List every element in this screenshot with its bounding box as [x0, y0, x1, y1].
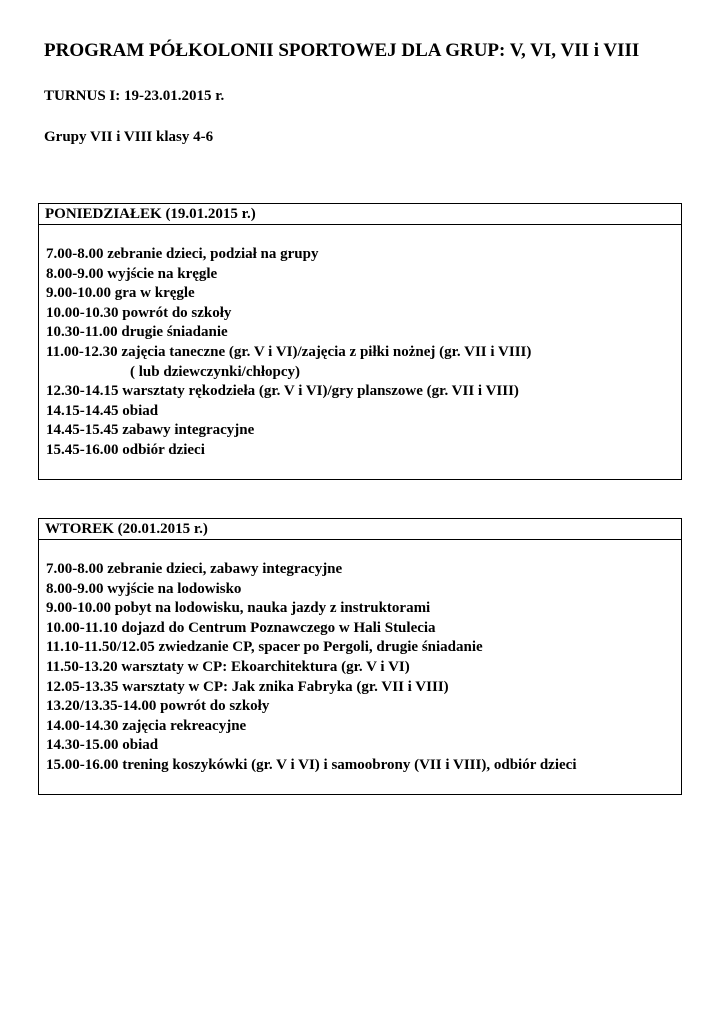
- schedule-item: 14.45-15.45 zabawy integracyjne: [46, 422, 255, 439]
- schedule-item: 11.10-11.50/12.05 zwiedzanie CP, spacer po Pergoli, drugie śniadanie: [46, 639, 483, 656]
- schedule-item: 10.00-11.10 dojazd do Centrum Poznawczego w Hali Stulecia: [46, 619, 436, 636]
- schedule-item: 12.30-14.15 warsztaty rękodzieła (gr. V i VI)/gry planszowe (gr. VII i VIII): [46, 383, 519, 400]
- schedule-item: 12.05-13.35 warsztaty w CP: Jak znika Fabryka (gr. VII i VIII): [46, 678, 449, 695]
- tuesday-schedule-box: [38, 518, 682, 795]
- tuesday-header: WTOREK (20.01.2015 r.): [39, 519, 681, 540]
- page-title: PROGRAM PÓŁKOLONII SPORTOWEJ DLA GRUP: V, VI, VII i VIII: [44, 40, 640, 61]
- schedule-item-note: ( lub dziewczynki/chłopcy): [130, 363, 301, 380]
- schedule-item: 8.00-9.00 wyjście na kręgle: [46, 265, 218, 282]
- schedule-item: 7.00-8.00 zebranie dzieci, zabawy integracyjne: [46, 561, 343, 577]
- groups-line: Grupy VII i VIII klasy 4-6: [44, 129, 214, 145]
- schedule-item: 15.45-16.00 odbiór dzieci: [46, 441, 205, 458]
- schedule-item: 10.00-10.30 powrót do szkoły: [46, 304, 232, 321]
- turnus-line: TURNUS I: 19-23.01.2015 r.: [44, 88, 225, 104]
- tuesday-schedule-list: [39, 540, 681, 776]
- schedule-item: 15.00-16.00 trening koszykówki (gr. V i VI) i samoobrony (VII i VIII), odbiór dzieci: [46, 756, 577, 773]
- schedule-item: 14.00-14.30 zajęcia rekreacyjne: [46, 717, 247, 734]
- monday-header: PONIEDZIAŁEK (19.01.2015 r.): [39, 204, 681, 225]
- schedule-item: 9.00-10.00 gra w kręgle: [46, 285, 195, 302]
- schedule-item: 14.15-14.45 obiad: [46, 402, 159, 419]
- schedule-item: 11.50-13.20 warsztaty w CP: Ekoarchitektura (gr. V i VI): [46, 658, 410, 675]
- schedule-item: 13.20/13.35-14.00 powrót do szkoły: [46, 698, 270, 715]
- schedule-item: 8.00-9.00 wyjście na lodowisko: [46, 580, 242, 597]
- schedule-item: 9.00-10.00 pobyt na lodowisku, nauka jazdy z instruktorami: [46, 600, 431, 617]
- schedule-item: 10.30-11.00 drugie śniadanie: [46, 324, 228, 341]
- schedule-item: 11.00-12.30 zajęcia taneczne (gr. V i VI)/zajęcia z piłki nożnej (gr. VII i VIII): [46, 343, 532, 360]
- monday-schedule-box: [38, 203, 682, 480]
- schedule-item: 14.30-15.00 obiad: [46, 737, 159, 754]
- monday-schedule-list: [39, 225, 681, 461]
- schedule-item: 7.00-8.00 zebranie dzieci, podział na grupy: [46, 246, 319, 262]
